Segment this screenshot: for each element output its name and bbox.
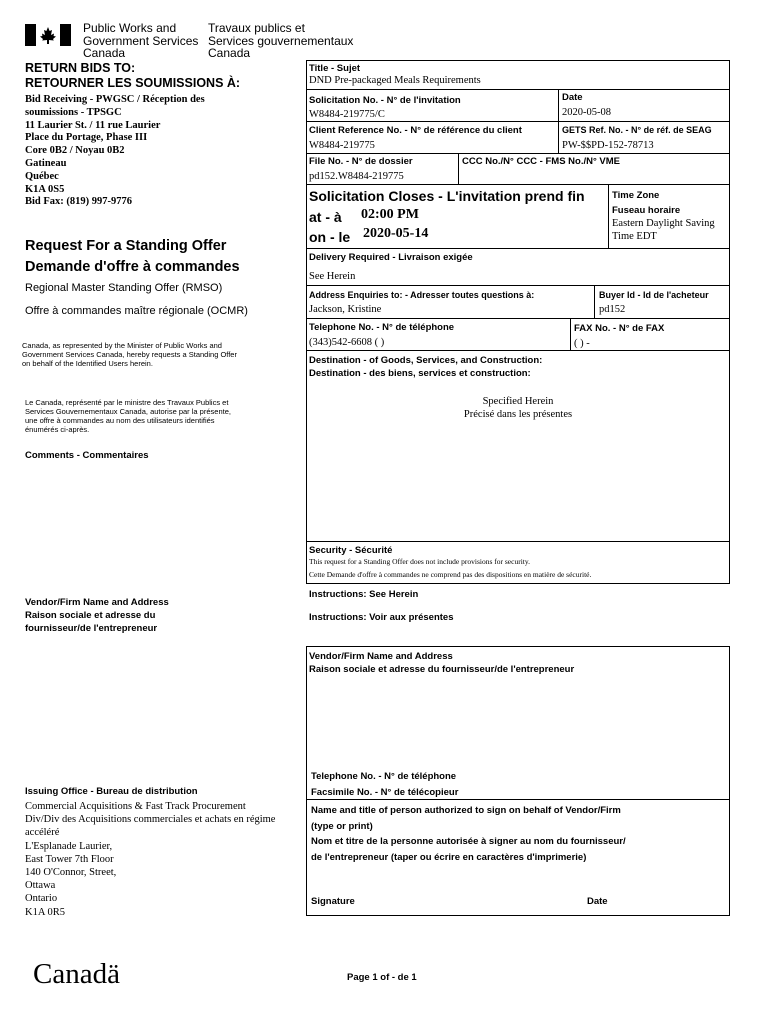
department-name-french: Travaux publics et Services gouvernementaux Canada bbox=[208, 21, 354, 60]
telephone-label: Telephone No. - N° de téléphone bbox=[309, 322, 455, 333]
closes-at-label: at - à bbox=[309, 209, 342, 225]
security-text-french: Cette Demande d'offre à commandes ne comprend pas des dispositions en matière de sécurité. bbox=[309, 570, 592, 579]
destination-label: Destination - of Goods, Services, and Construction: Destination - des biens, services et construction: bbox=[309, 355, 543, 379]
return-bids-address: Bid Receiving - PWGSC / Réception des soumissions - TPSGC 11 Laurier St. / 11 rue Laurier Place du Portage, Phase III Core 0B2 / Noyau 0B2 Gatineau Québec K1A 0S5 Bid Fax: (819) 997-9776 bbox=[25, 94, 205, 208]
buyer-id-label: Buyer Id - Id de l'acheteur bbox=[599, 290, 709, 300]
time-zone-value: Eastern Daylight Saving Time EDT bbox=[612, 218, 715, 242]
issuing-office-label: Issuing Office - Bureau de distribution bbox=[25, 786, 198, 797]
file-number-value: pd152.W8484-219775 bbox=[309, 171, 404, 182]
vendor-firm-label: Vendor/Firm Name and Address Raison sociale et adresse du fournisseur/de l'entrepreneur bbox=[309, 651, 575, 675]
security-label: Security - Sécurité bbox=[309, 545, 393, 556]
time-zone-label: Time Zone Fuseau horaire bbox=[612, 190, 681, 216]
instructions-french: Instructions: Voir aux présentes bbox=[309, 612, 454, 623]
rmso-label: Regional Master Standing Offer (RMSO) bbox=[25, 282, 223, 294]
canada-flag-icon bbox=[25, 24, 71, 46]
canada-wordmark: Canadä bbox=[33, 958, 120, 990]
fax-label: FAX No. - N° de FAX bbox=[574, 323, 665, 334]
buyer-id-value: pd152 bbox=[599, 304, 626, 315]
address-enquiries-label: Address Enquiries to: - Adresser toutes questions à: bbox=[309, 290, 535, 300]
instructions-english: Instructions: See Herein bbox=[309, 589, 419, 600]
closes-on-value: 2020-05-14 bbox=[363, 226, 429, 241]
title-label: Title - Sujet bbox=[309, 63, 361, 74]
gets-reference-value: PW-$$PD-152-78713 bbox=[562, 140, 654, 151]
solicitation-closes-label: Solicitation Closes - L'invitation prend fin bbox=[309, 188, 585, 204]
delivery-required-value: See Herein bbox=[309, 271, 356, 282]
request-paragraph-french: Le Canada, représenté par le ministre des Travaux Publics et Services Gouvernementaux Canada, autorise par la présente, une offre à commandes au nom des utilisateurs identifiés énumérés ci-après. bbox=[25, 398, 231, 434]
address-enquiries-value: Jackson, Kristine bbox=[309, 304, 382, 315]
department-name-english: Public Works and Government Services Canada bbox=[83, 21, 199, 60]
client-reference-label: Client Reference No. - N° de référence du client bbox=[309, 125, 522, 136]
ocmr-label: Offre à commandes maître régionale (OCMR) bbox=[25, 305, 248, 317]
vendor-telephone-label: Telephone No. - N° de téléphone bbox=[311, 771, 457, 782]
telephone-value: (343)542-6608 ( ) bbox=[309, 337, 385, 348]
request-paragraph-english: Canada, as represented by the Minister of Public Works and Government Services Canada, hereby requests a Standing Offer on behalf of the Identified Users herein. bbox=[22, 341, 237, 368]
closes-on-label: on - le bbox=[309, 229, 351, 245]
request-title: Request For a Standing Offer Demande d'offre à commandes bbox=[25, 238, 240, 275]
comments-label: Comments - Commentaires bbox=[25, 450, 149, 461]
security-text-english: This request for a Standing Offer does not include provisions for security. bbox=[309, 557, 530, 566]
authorized-person-label: Name and title of person authorized to sign on behalf of Vendor/Firm (type or print) Nom et titre de la personne autorisée à signer au nom du fournisseur/ de l'entrepreneur (taper ou écrire en caractères d'imprimerie) bbox=[311, 805, 626, 863]
client-reference-value: W8484-219775 bbox=[309, 140, 375, 151]
date-value: 2020-05-08 bbox=[562, 107, 611, 118]
date-label: Date bbox=[562, 92, 583, 103]
delivery-required-label: Delivery Required - Livraison exigée bbox=[309, 252, 473, 263]
vendor-facsimile-label: Facsimile No. - N° de télécopieur bbox=[311, 787, 459, 798]
signature-date-label: Date bbox=[587, 896, 608, 907]
fax-value: ( ) - bbox=[574, 338, 590, 349]
issuing-office-address: Commercial Acquisitions & Fast Track Procurement Div/Div des Acquisitions commerciales et achats en régime accéléré L'Esplanade Laurier, East Tower 7th Floor 140 O'Connor, Street, Ottawa Ontario K1A 0R5 bbox=[25, 801, 276, 918]
page-number: Page 1 of - de 1 bbox=[347, 972, 417, 983]
solicitation-number-label: Solicitation No. - N° de l'invitation bbox=[309, 95, 461, 106]
return-bids-heading: RETURN BIDS TO: RETOURNER LES SOUMISSIONS À: bbox=[25, 61, 241, 90]
vendor-firm-label-left: Vendor/Firm Name and Address Raison sociale et adresse du fournisseur/de l'entrepreneur bbox=[25, 597, 169, 634]
gets-reference-label: GETS Ref. No. - N° de réf. de SEAG bbox=[562, 125, 712, 135]
signature-label: Signature bbox=[311, 896, 355, 907]
solicitation-number-value: W8484-219775/C bbox=[309, 109, 385, 120]
ccc-number-label: CCC No./N° CCC - FMS No./N° VME bbox=[462, 156, 621, 167]
destination-value: Specified Herein Précisé dans les présentes bbox=[463, 396, 573, 420]
file-number-label: File No. - N° de dossier bbox=[309, 156, 413, 167]
title-value: DND Pre-packaged Meals Requirements bbox=[309, 75, 481, 86]
closes-at-value: 02:00 PM bbox=[361, 207, 419, 222]
